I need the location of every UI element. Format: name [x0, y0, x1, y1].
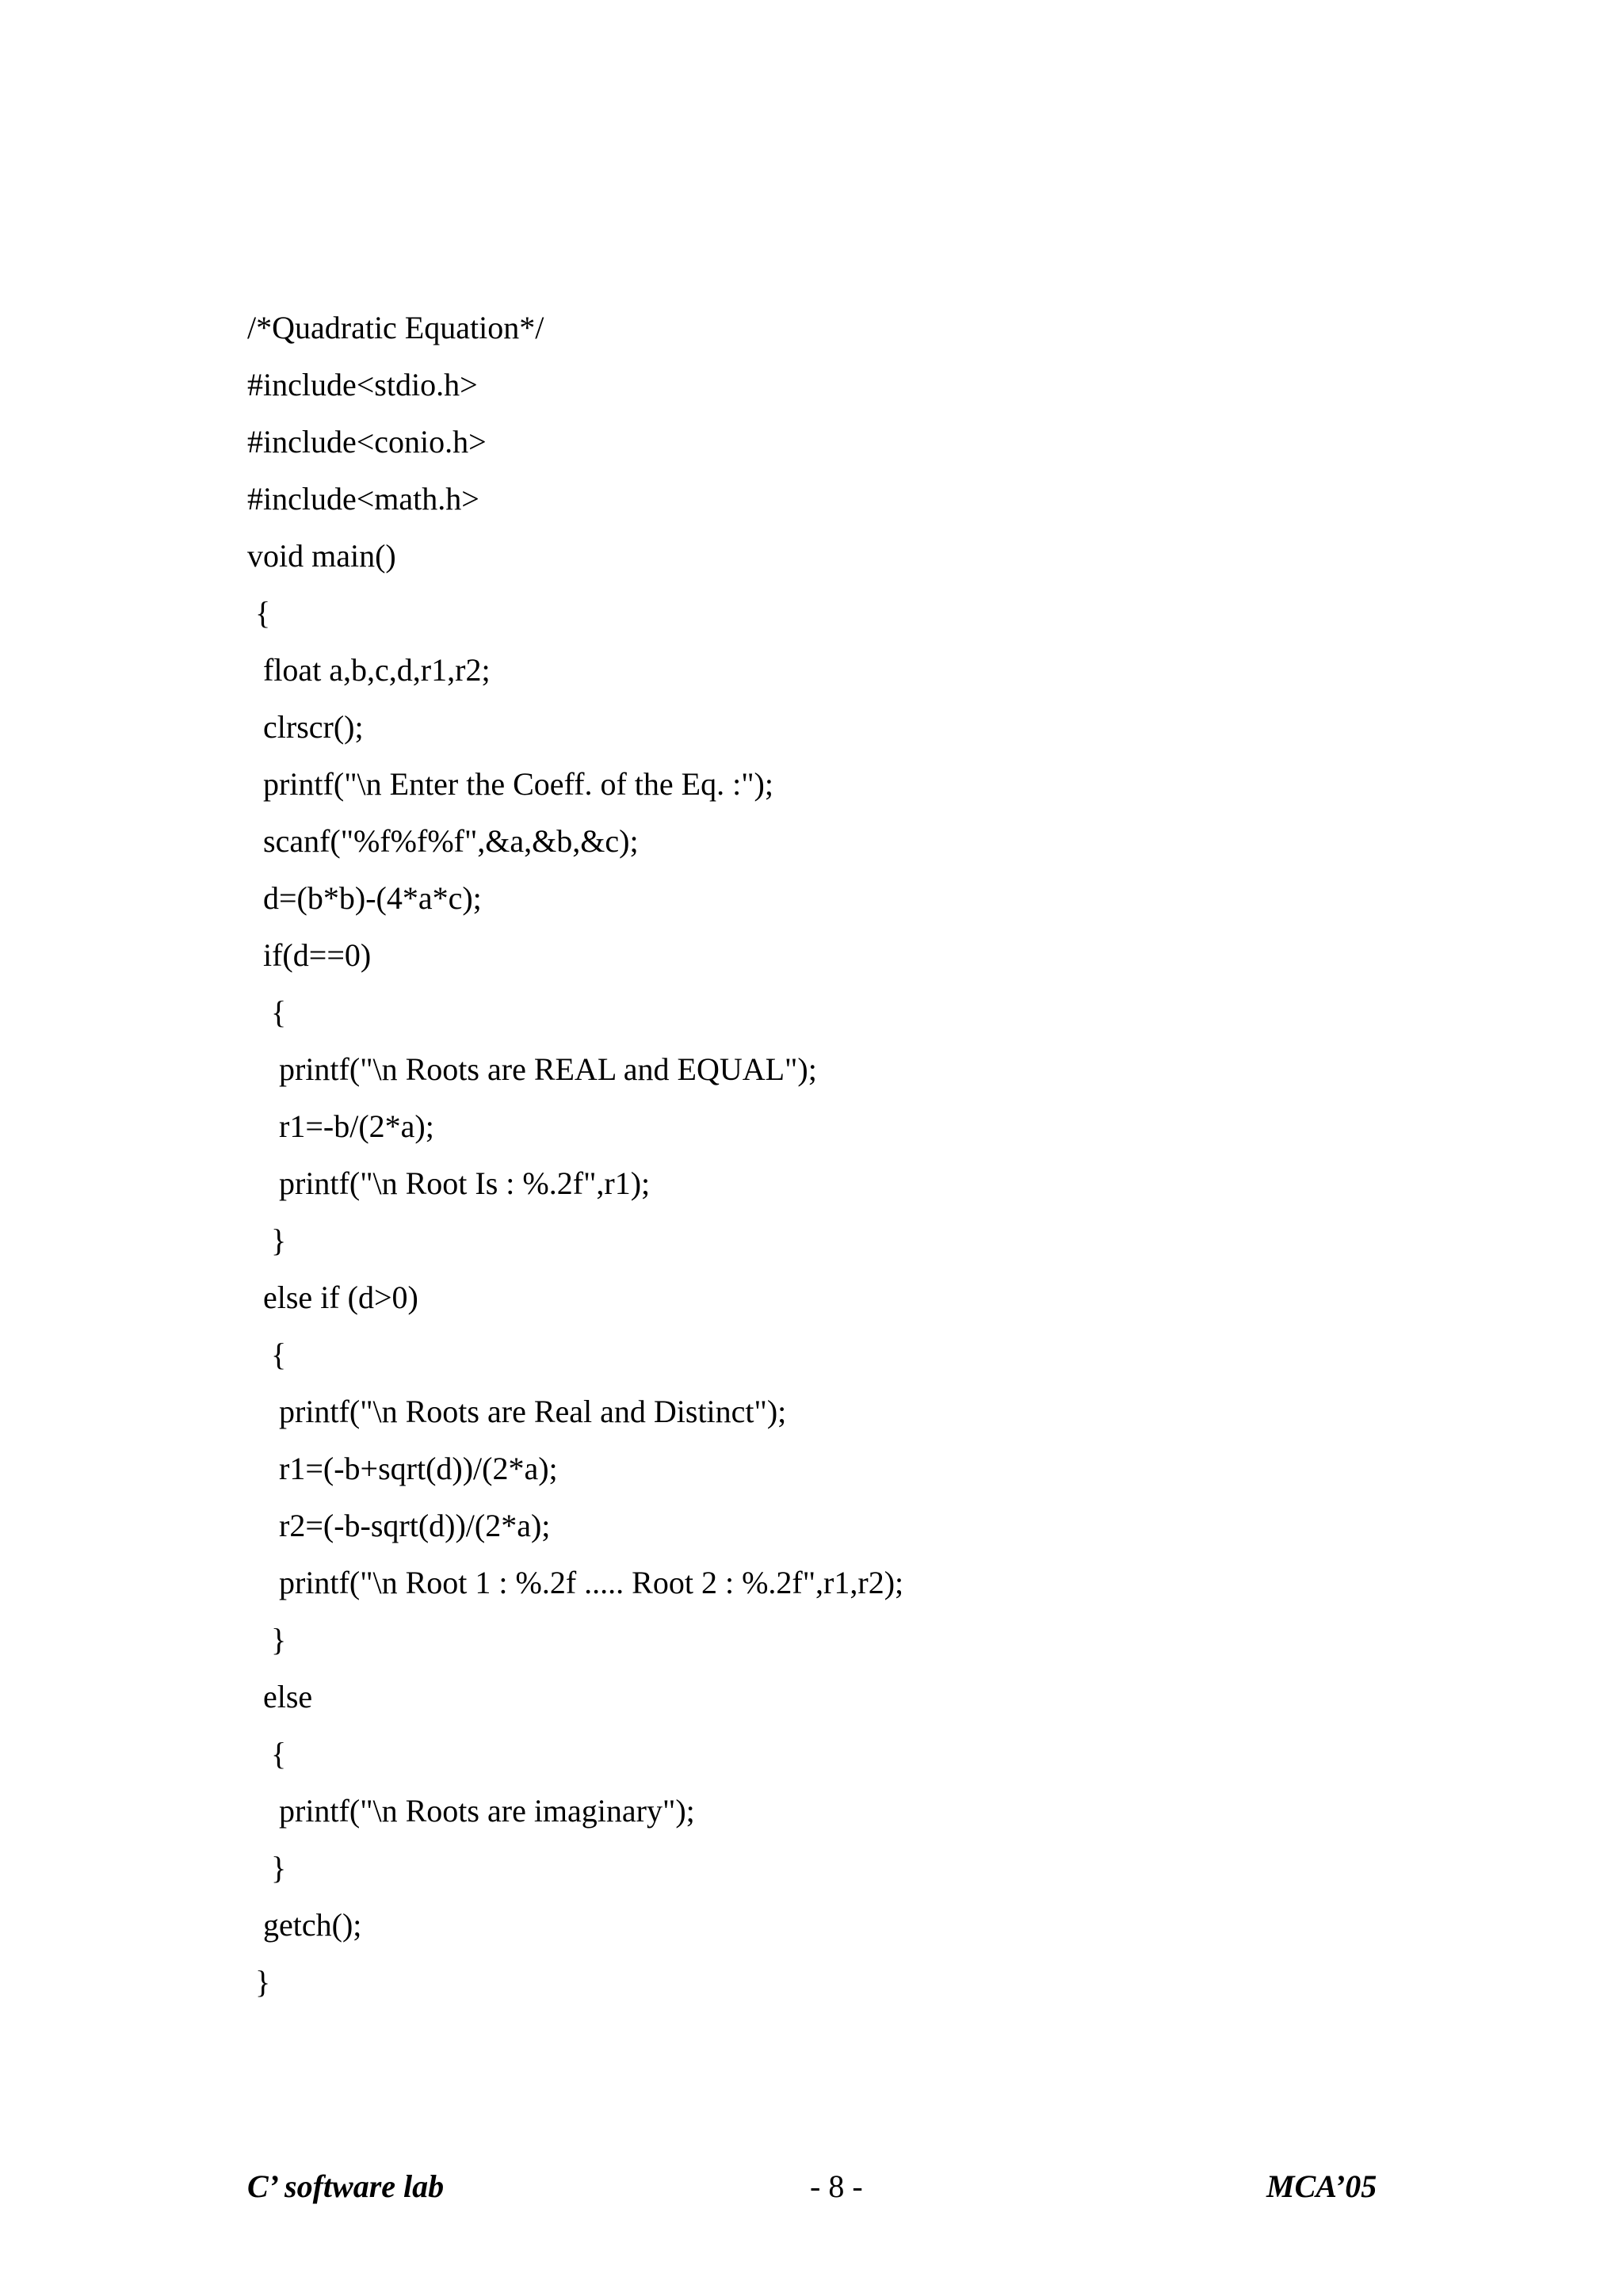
code-line: r1=(-b+sqrt(d))/(2*a); [247, 1451, 558, 1486]
code-line: { [247, 1736, 287, 1772]
code-line: printf("\n Roots are Real and Distinct"); [247, 1394, 787, 1429]
code-line: clrscr(); [247, 709, 364, 745]
code-line: scanf("%f%f%f",&a,&b,&c); [247, 823, 639, 859]
code-line: } [247, 1850, 287, 1886]
code-line: if(d==0) [247, 937, 372, 973]
code-line: { [247, 994, 287, 1030]
footer-page-number: - 8 - [810, 2168, 863, 2204]
code-line: printf("\n Enter the Coeff. of the Eq. :"); [247, 766, 773, 802]
code-line: getch(); [247, 1907, 362, 1943]
code-line: printf("\n Roots are imaginary"); [247, 1793, 695, 1829]
code-line: } [247, 1964, 271, 2000]
code-line: printf("\n Root 1 : %.2f ..... Root 2 : %.2f",r1,r2); [247, 1565, 904, 1600]
code-line: #include<conio.h> [247, 424, 487, 460]
code-line: float a,b,c,d,r1,r2; [247, 652, 491, 688]
code-line: #include<stdio.h> [247, 367, 478, 402]
footer-batch-label: MCA’05 [1266, 2168, 1377, 2204]
code-line: void main() [247, 538, 396, 574]
footer-course-title: C’ software lab [247, 2168, 445, 2204]
code-line: r1=-b/(2*a); [247, 1108, 434, 1144]
code-line: { [247, 1337, 287, 1372]
code-line: } [247, 1622, 287, 1657]
code-listing [247, 299, 903, 2011]
code-line: } [247, 1222, 287, 1258]
code-line: r2=(-b-sqrt(d))/(2*a); [247, 1508, 551, 1543]
code-line: printf("\n Roots are REAL and EQUAL"); [247, 1051, 817, 1087]
code-line: d=(b*b)-(4*a*c); [247, 880, 482, 916]
code-line: else if (d>0) [247, 1280, 418, 1315]
code-line: { [247, 595, 271, 631]
code-line: #include<math.h> [247, 481, 479, 517]
code-line: printf("\n Root Is : %.2f",r1); [247, 1165, 651, 1201]
code-line: else [247, 1679, 313, 1714]
code-line: /*Quadratic Equation*/ [247, 310, 544, 345]
